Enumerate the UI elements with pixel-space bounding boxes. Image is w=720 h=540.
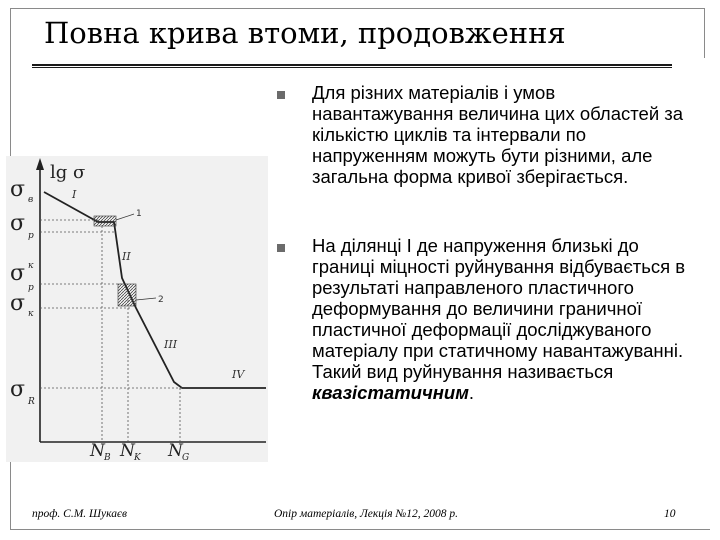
x-label-symbol: N [168, 441, 183, 461]
slide-title: Повна крива втоми, продовження [44, 16, 566, 50]
bullet-item-2 [268, 235, 696, 403]
region-label-II: II [122, 250, 131, 263]
sigma-symbol: σ [10, 177, 26, 202]
bullet-text-1: Для різних матеріалів і умов навантажування величина цих областей за кількістю циклів та інтервали по напруженням можуть бути різними, але загальна форма кривої зберігається. [312, 82, 684, 187]
sigma-subscript: в [28, 195, 34, 205]
sigma-subscript: к [28, 309, 34, 319]
frame-top-border [10, 8, 705, 9]
footer-page-number: 10 [664, 508, 676, 520]
footer-course: Опір матеріалів, Лекція №12, 2008 р. [274, 508, 459, 520]
x-label-symbol: N [90, 441, 105, 461]
square-bullet-icon [277, 91, 285, 99]
x-label-subscript: G [182, 453, 190, 463]
bullet-item-1 [268, 82, 696, 187]
square-bullet-icon [277, 244, 285, 252]
frame-bottom-border [10, 529, 710, 530]
region-label-IV: IV [232, 368, 245, 381]
bullet-text-2-end: . [468, 382, 475, 403]
sigma-subscript: к [28, 261, 34, 271]
marker-label-2: 2 [158, 295, 164, 305]
sigma-symbol: σ [10, 211, 26, 236]
hatched-zone-1 [94, 216, 116, 226]
sigma-symbol: σ [10, 261, 26, 286]
footer-author: проф. С.М. Шукаєв [32, 508, 127, 520]
emphasis-term: квазістатичним [312, 382, 469, 403]
sigma-subscript: р [28, 231, 34, 241]
x-label-subscript: K [134, 453, 141, 463]
sigma-subscript: R [28, 397, 35, 407]
bullet-text-2-body: На ділянці І де напруження близькі до границі міцності руйнування відбувається в результаті направленого пластичного деформування до величини граничної пластичної деформації досліджуваного матеріалу при статичному навантажуванні. Такий вид руйнування називається [312, 235, 686, 382]
marker-label-1: 1 [136, 209, 142, 219]
sigma-subscript: р [28, 283, 34, 293]
title-underline [32, 64, 672, 66]
title-underline-thin [32, 67, 672, 68]
bullet-text-2 [312, 235, 696, 403]
region-label-I: I [72, 188, 77, 201]
y-axis-label: lg σ [50, 162, 86, 183]
sigma-symbol: σ [10, 291, 26, 316]
fatigue-curve-figure [4, 150, 268, 466]
x-label-subscript: B [104, 453, 111, 463]
x-label-symbol: N [120, 441, 135, 461]
sigma-symbol: σ [10, 377, 26, 402]
region-label-III: III [164, 338, 178, 351]
hatched-zone-2 [118, 284, 136, 306]
frame-right-border [704, 8, 705, 58]
